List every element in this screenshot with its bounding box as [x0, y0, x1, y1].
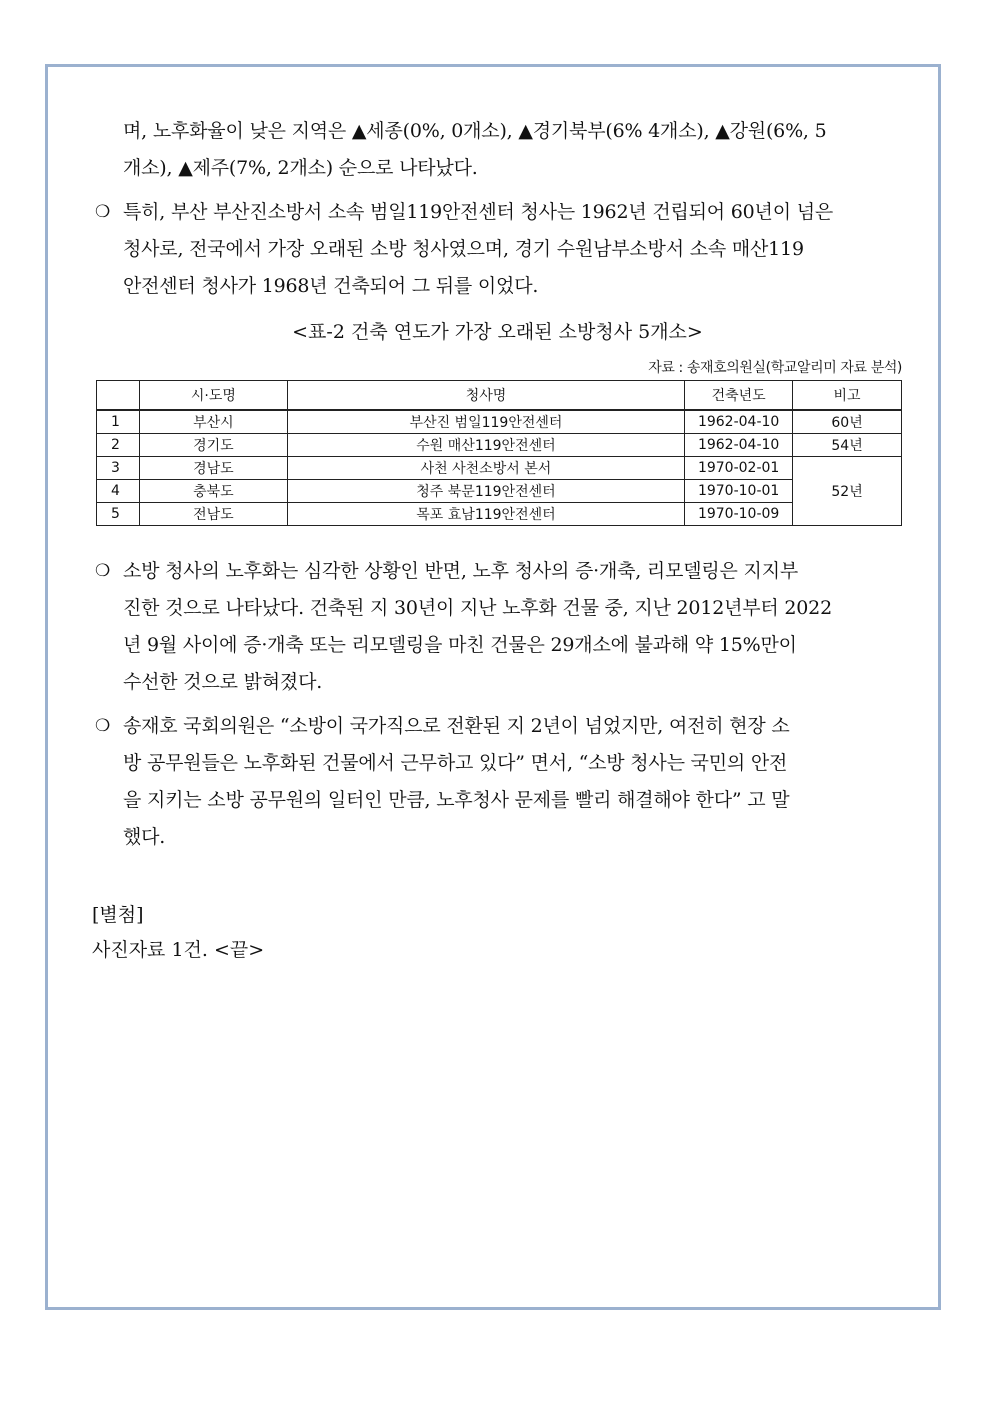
table-row — [97, 410, 902, 434]
text-line: 소방 청사의 노후화는 심각한 상황인 반면, 노후 청사의 증·개축, 리모델링은 지지부 — [123, 560, 798, 582]
row-number: 2 — [97, 434, 140, 457]
row-number: 4 — [97, 480, 140, 503]
row-region: 전남도 — [139, 503, 287, 526]
row-build-year: 1970-10-09 — [685, 503, 793, 526]
row-station-name: 수원 매산119안전센터 — [287, 434, 684, 457]
text-line: 진한 것으로 나타났다. 건축된 지 30년이 지난 노후화 건물 중, 지난 2012년부터 2022 — [123, 597, 832, 619]
row-station-name: 목포 효남119안전센터 — [287, 503, 684, 526]
row-build-year: 1962-04-10 — [685, 410, 793, 434]
text-line: 개소), ▲제주(7%, 2개소) 순으로 나타났다. — [123, 157, 478, 179]
text-line: 송재호 국회의원은 “소방이 국가직으로 전환된 지 2년이 넘었지만, 여전히 현장 소 — [123, 715, 790, 737]
row-build-year: 1970-02-01 — [685, 457, 793, 480]
bullet-icon: ❍ — [95, 716, 111, 736]
text-line: 방 공무원들은 노후화된 건물에서 근무하고 있다” 면서, “소방 청사는 국민의 안전 — [123, 752, 788, 774]
text-line: 년 9월 사이에 증·개축 또는 리모델링을 마친 건물은 29개소에 불과해 약 15%만이 — [123, 634, 797, 656]
row-build-year: 1970-10-01 — [685, 480, 793, 503]
row-note: 60년 — [793, 410, 902, 434]
row-region: 부산시 — [139, 410, 287, 434]
table-caption: <표-2 건축 연도가 가장 오래된 소방청사 5개소> — [292, 321, 703, 343]
header-region: 시·도명 — [139, 381, 287, 411]
paragraph-continuation — [95, 113, 900, 187]
row-station-name: 부산진 범일119안전센터 — [287, 410, 684, 434]
bullet-icon: ❍ — [95, 561, 111, 581]
row-build-year: 1962-04-10 — [685, 434, 793, 457]
row-station-name: 사천 사천소방서 본서 — [287, 457, 684, 480]
table-row — [97, 434, 902, 457]
row-number: 3 — [97, 457, 140, 480]
paragraph-renovation — [95, 553, 900, 701]
header-station-name: 청사명 — [287, 381, 684, 411]
table-row — [97, 503, 902, 526]
paragraph-oldest-station — [95, 194, 900, 305]
text-line: 수선한 것으로 밝혀졌다. — [123, 671, 323, 693]
bullet-icon: ❍ — [95, 202, 111, 222]
header-note: 비고 — [793, 381, 902, 411]
table-row — [97, 480, 902, 503]
oldest-stations-table — [96, 380, 902, 526]
row-note: 52년 — [793, 457, 902, 526]
row-number: 1 — [97, 410, 140, 434]
text-line: 했다. — [123, 826, 166, 848]
table-row — [97, 457, 902, 480]
row-number: 5 — [97, 503, 140, 526]
paragraph-quote — [95, 708, 900, 856]
header-build-year: 건축년도 — [685, 381, 793, 411]
row-region: 충북도 — [139, 480, 287, 503]
row-region: 경기도 — [139, 434, 287, 457]
text-line: 청사로, 전국에서 가장 오래된 소방 청사였으며, 경기 수원남부소방서 소속 매산119 — [123, 238, 804, 260]
header-no — [97, 381, 140, 411]
row-station-name: 청주 북문119안전센터 — [287, 480, 684, 503]
text-line: 을 지키는 소방 공무원의 일터인 만큼, 노후청사 문제를 빨리 해결해야 한다” 고 말 — [123, 789, 790, 811]
attachment-line: 사진자료 1건. <끝> — [92, 939, 265, 961]
text-line: 며, 노후화율이 낮은 지역은 ▲세종(0%, 0개소), ▲경기북부(6% 4개소), ▲강원(6%, 5 — [123, 120, 827, 142]
row-region: 경남도 — [139, 457, 287, 480]
attachment-heading: [별첨] — [92, 904, 144, 926]
text-line: 특히, 부산 부산진소방서 소속 범일119안전센터 청사는 1962년 건립되어 60년이 넘은 — [123, 201, 834, 223]
row-note: 54년 — [793, 434, 902, 457]
table-source: 자료 : 송재호의원실(학교알리미 자료 분석) — [648, 360, 902, 376]
text-line: 안전센터 청사가 1968년 건축되어 그 뒤를 이었다. — [123, 275, 539, 297]
table-header-row — [97, 381, 902, 411]
